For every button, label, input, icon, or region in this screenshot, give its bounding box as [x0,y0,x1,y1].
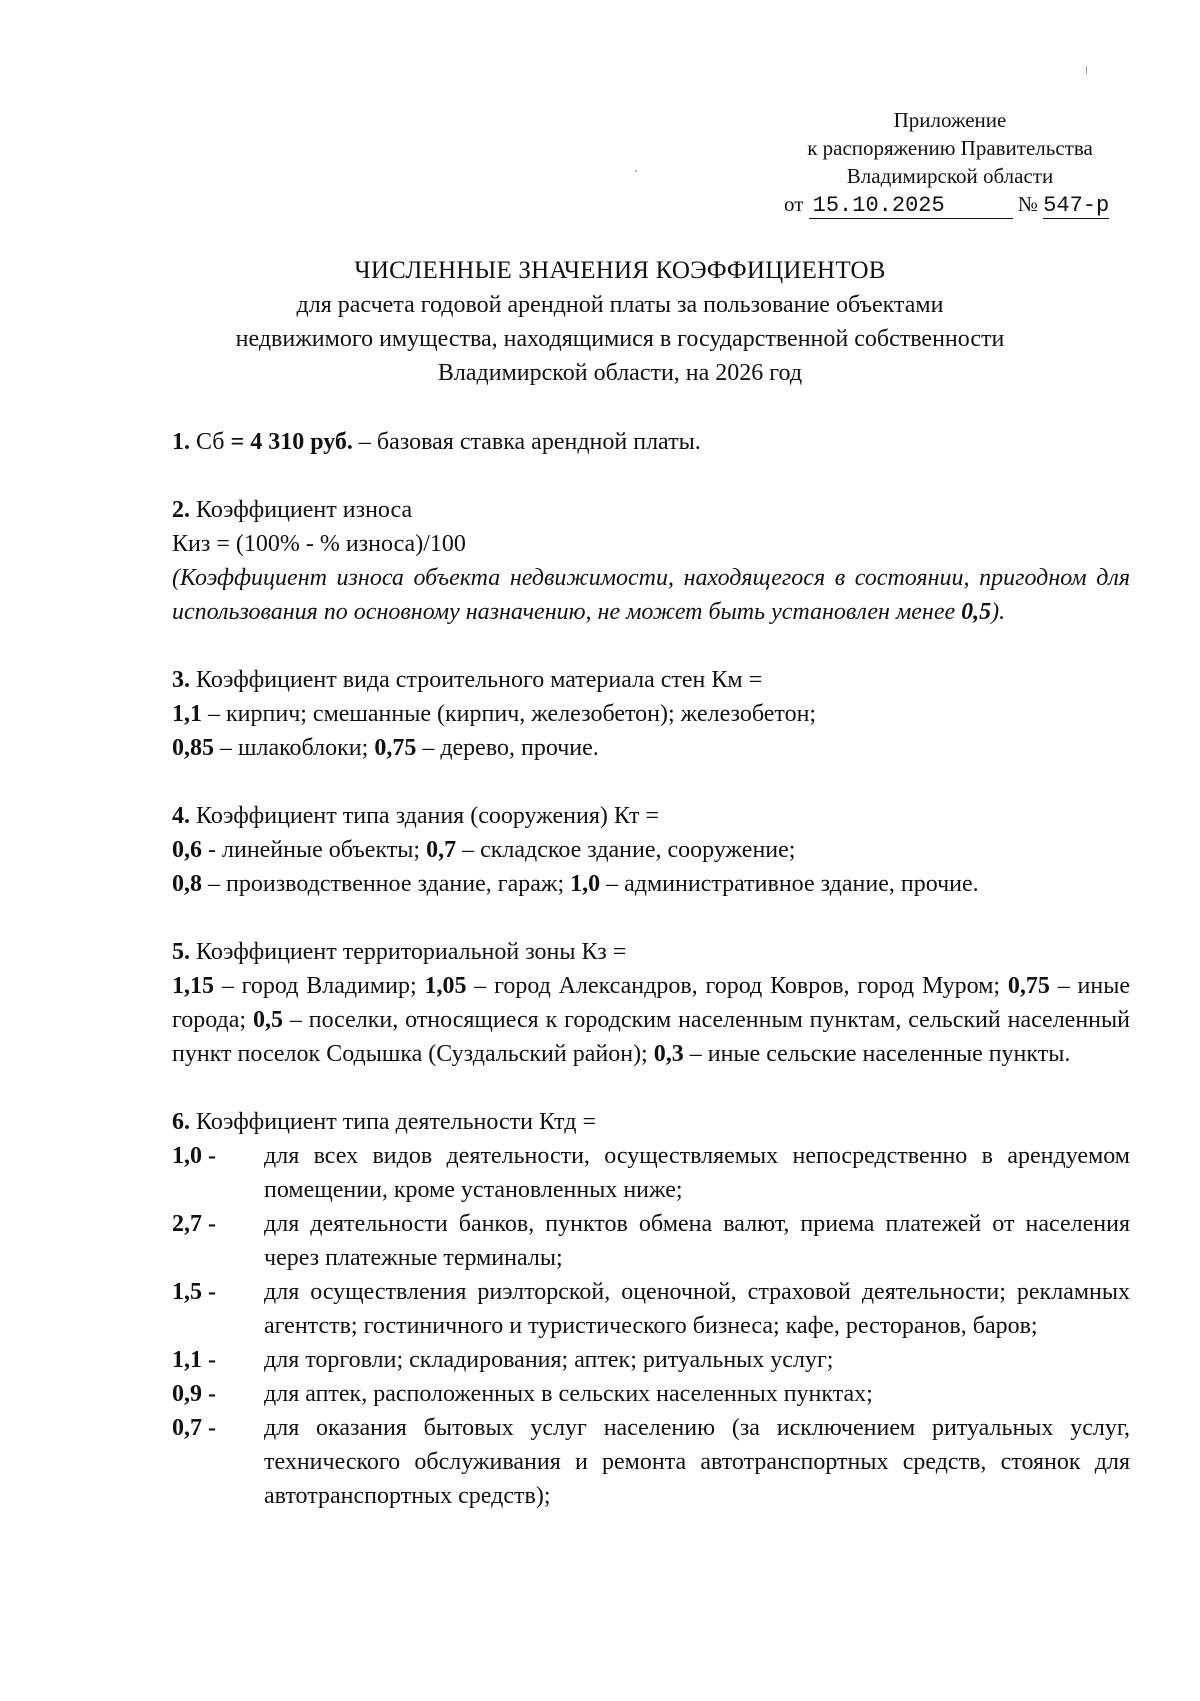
base-rate-paragraph [172,425,1130,459]
appendix-order-ref: к распоряжению Правительства [807,136,1093,160]
coef-value: 1,5 - [172,1279,216,1305]
from-label: от [784,192,804,216]
coef-value: 0,75 [374,735,417,761]
section-number: 4. [172,803,190,829]
document-title [140,254,1100,390]
appendix-header [770,106,1130,219]
coef-value: 1,0 [570,871,601,897]
coef-description: – производственное здание, гараж; [202,871,571,897]
coef-description: – иные города; [172,973,1131,1033]
coef-value: 1,15 [172,973,214,999]
coef-description: для оказания бытовых услуг населению (за исключением ритуальных услуг, технического обслуживания и ремонта автотранспортных средств, стоянок для автотранспортных средств); [264,1415,1130,1509]
section-number: 1. [172,429,190,455]
list-item [172,1139,1130,1207]
coef-description: – город Александров, город Ковров, город Муром; [466,973,1001,999]
coef-value: 0,5 [252,1007,283,1033]
coef-description: – административное здание, прочие. [600,871,979,897]
coef-description: для торговли; складирования; аптек; ритуальных услуг; [264,1347,834,1373]
coef-description: – складское здание, сооружение; [456,837,796,863]
section-number: 2. [172,497,190,523]
coef-value: 0,9 - [172,1381,216,1407]
list-item [172,1377,1130,1411]
appendix-date-line [770,190,1130,219]
wear-note [172,561,1130,629]
activity-heading-text: Коэффициент типа деятельности Ктд = [190,1109,596,1135]
material-heading-text: Коэффициент вида строительного материала стен Км = [190,667,763,693]
coef-value: 0,8 [172,871,202,897]
building-type-heading [172,799,1130,833]
activity-list [172,1139,1130,1513]
material-heading [172,663,1130,697]
wear-note-end: ). [991,599,1006,625]
title-main: ЧИСЛЕННЫЕ ЗНАЧЕНИЯ КОЭФФИЦИЕНТОВ [354,257,886,284]
section-5 [172,935,1130,1071]
order-number: 547-р [1043,193,1110,218]
coef-description: – кирпич; смешанные (кирпич, железобетон); железобетон; [202,701,817,727]
title-sub-2: недвижимого имущества, находящимися в государственной собственности [235,326,1005,352]
coef-description: – дерево, прочие. [416,735,599,761]
scan-speck [1086,66,1087,74]
wear-heading [172,493,1130,527]
wear-note-text: (Коэффициент износа объекта недвижимости, находящегося в состоянии, пригодном для использования по основному назначению, не может быть установлен менее [172,565,1130,625]
material-line-1 [172,697,1130,731]
section-6 [172,1105,1130,1513]
coef-description: – иные сельские населенные пункты. [683,1041,1071,1067]
section-number: 3. [172,667,190,693]
coef-description: для всех видов деятельности, осуществляемых непосредственно в арендуемом помещении, кроме установленных ниже; [264,1143,1130,1203]
coef-value: 1,05 [424,973,467,999]
coef-description: – город Владимир; [214,973,425,999]
appendix-region: Владимирской области [846,164,1054,188]
base-rate-symbol: Сб [196,429,225,455]
coef-value: 1,0 - [172,1143,216,1169]
coef-value: 0,7 [426,837,457,863]
building-type-line-2 [172,867,1130,901]
list-item [172,1207,1130,1275]
activity-heading [172,1105,1130,1139]
document-body [172,425,1130,1547]
coef-value: 0,6 [172,837,202,863]
appendix-label: Приложение [893,108,1007,132]
section-2 [172,493,1130,629]
zone-paragraph [172,969,1130,1071]
building-type-heading-text: Коэффициент типа здания (сооружения) Кт = [190,803,659,829]
building-type-line-1 [172,833,1130,867]
title-sub-3: Владимирской области, на 2026 год [437,360,803,386]
wear-heading-text: Коэффициент износа [190,497,413,523]
base-rate-description: – базовая ставка арендной платы. [352,429,701,455]
coef-value: 0,75 [1007,973,1050,999]
coef-description: – шлакоблоки; [214,735,375,761]
title-sub-1: для расчета годовой арендной платы за пользование объектами [296,292,944,318]
list-item [172,1411,1130,1513]
coef-description: для деятельности банков, пунктов обмена валют, приема платежей от населения через платежные терминалы; [264,1211,1130,1271]
coef-value: 1,1 - [172,1347,216,1373]
section-3 [172,663,1130,765]
coef-description: - линейные объекты; [202,837,427,863]
base-rate-value: = 4 310 руб. [230,429,353,455]
section-1 [172,425,1130,459]
coef-value: 0,3 [653,1041,684,1067]
order-date: 15.10.2025 [809,194,1013,219]
coef-description: – поселки, относящиеся к городским населенным пунктам, сельский населенный пункт поселок Содышка (Суздальский район); [172,1007,1130,1067]
section-number: 6. [172,1109,190,1135]
coef-description: для аптек, расположенных в сельских населенных пунктах; [264,1381,873,1407]
list-item [172,1275,1130,1343]
coef-value: 0,85 [172,735,214,761]
scan-speck [635,170,637,172]
list-item [172,1343,1130,1377]
coef-value: 1,1 [172,701,202,727]
material-line-2 [172,731,1130,765]
coef-value: 2,7 - [172,1211,216,1237]
coef-description: для осуществления риэлторской, оценочной, страховой деятельности; рекламных агентств; гостиничного и туристического бизнеса; кафе, ресторанов, баров; [264,1279,1130,1339]
section-4 [172,799,1130,901]
zone-heading [172,935,1130,969]
section-number: 5. [172,939,190,965]
number-label: № [1017,192,1038,216]
zone-heading-text: Коэффициент территориальной зоны Кз = [190,939,627,965]
coef-value: 0,7 - [172,1415,216,1441]
wear-min-value: 0,5 [961,599,992,625]
wear-formula: Киз = (100% - % износа)/100 [172,531,466,557]
